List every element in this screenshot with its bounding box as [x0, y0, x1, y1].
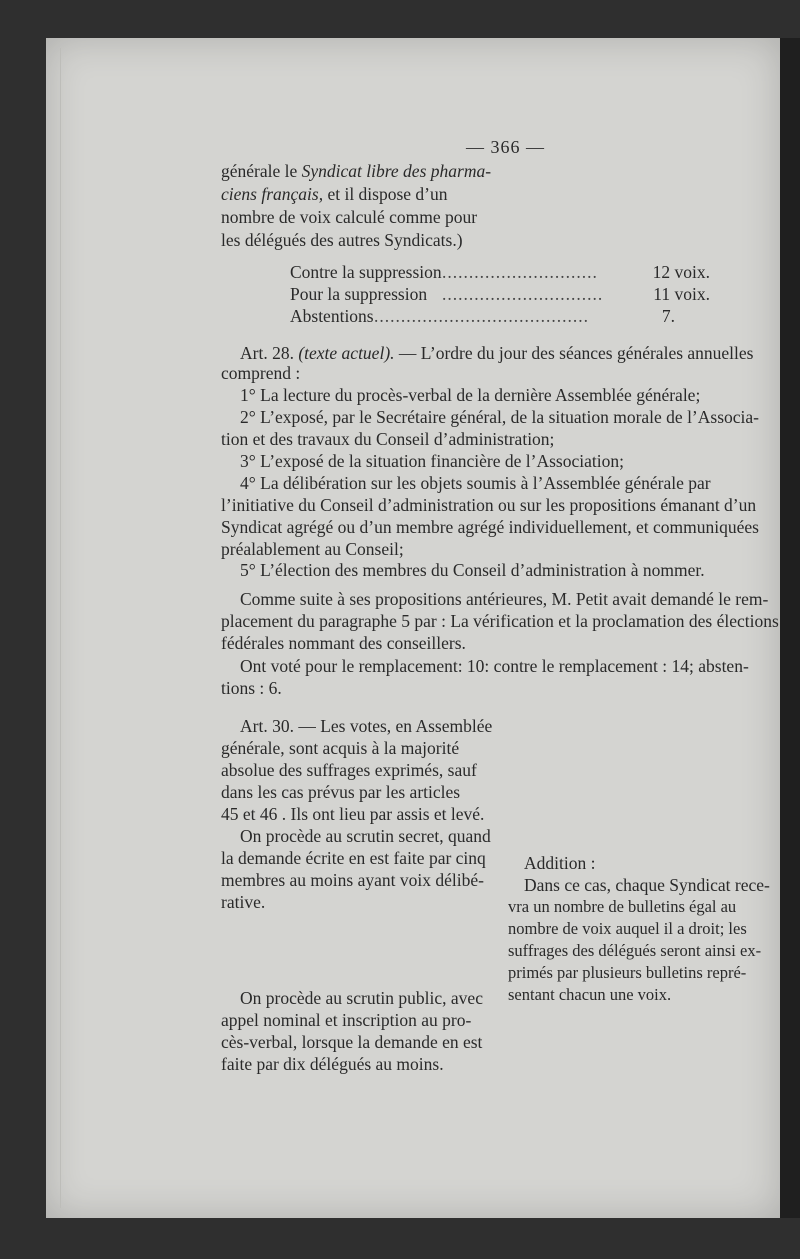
- intro-line-2: ciens français, et il dispose d’un: [221, 184, 448, 204]
- vote-row-abstentions: Abstentions ........................................ 7.: [290, 306, 675, 326]
- addition-line-2: vra un nombre de bulletins égal au: [508, 897, 737, 916]
- intro-line-3: nombre de voix calculé comme pour: [221, 207, 478, 227]
- addition-line-3: nombre de voix auquel il a droit; les: [508, 919, 747, 938]
- addition-line-5: primés par plusieurs bulletins repré-: [508, 963, 747, 982]
- art30-line-8: membres au moins ayant voix délibé-: [221, 870, 484, 890]
- suite-line-4: Ont voté pour le remplacement: 10: contre le remplacement : 14; absten-: [240, 656, 749, 676]
- suite-line-3: fédérales nommant des conseillers.: [221, 633, 466, 653]
- art30-line-1: Art. 30. — Les votes, en Assemblée: [240, 716, 493, 736]
- art28-item-1: 1° La lecture du procès-verbal de la dernière Assemblée générale;: [240, 385, 701, 405]
- art28-heading: Art. 28. (texte actuel). — L’ordre du jour des séances générales annuelles: [240, 343, 754, 363]
- addition-line-1: Dans ce cas, chaque Syndicat rece-: [524, 875, 770, 895]
- art30-line-2: générale, sont acquis à la majorité: [221, 738, 460, 758]
- suite-line-1: Comme suite à ses propositions antérieures, M. Petit avait demandé le rem-: [240, 589, 769, 609]
- art30-line-5: 45 et 46 . Ils ont lieu par assis et levé.: [221, 804, 485, 824]
- intro-line-4: les délégués des autres Syndicats.): [221, 230, 463, 250]
- art30-line-10: On procède au scrutin public, avec: [240, 988, 483, 1008]
- page-edge-line: [60, 48, 61, 1208]
- vote-row-contre: Contre la suppression ............................. 12 voix.: [290, 262, 710, 282]
- art30-line-7: la demande écrite en est faite par cinq: [221, 848, 486, 868]
- suite-line-5: tions : 6.: [221, 678, 282, 698]
- addition-line-4: suffrages des délégués seront ainsi ex-: [508, 941, 762, 960]
- art30-line-12: cès-verbal, lorsque la demande en est: [221, 1032, 483, 1052]
- art30-line-9: rative.: [221, 892, 266, 912]
- art30-line-11: appel nominal et inscription au pro-: [221, 1010, 472, 1030]
- art28-item-4a: 4° La délibération sur les objets soumis à l’Assemblée générale par: [240, 473, 711, 493]
- art28-item-5: 5° L’élection des membres du Conseil d’administration à nommer.: [240, 560, 705, 580]
- art30-line-13: faite par dix délégués au moins.: [221, 1054, 444, 1074]
- art28-item-4d: préalablement au Conseil;: [221, 539, 404, 559]
- scan-border: [780, 38, 800, 1218]
- art30-line-6: On procède au scrutin secret, quand: [240, 826, 491, 846]
- art28-item-2a: 2° L’exposé, par le Secrétaire général, de la situation morale de l’Associa-: [240, 407, 759, 427]
- intro-line-1: générale le Syndicat libre des pharma-: [221, 161, 492, 181]
- art28-item-4c: Syndicat agrégé ou d’un membre agrégé individuellement, et communiquées: [221, 517, 759, 537]
- vote-results: [290, 261, 710, 327]
- art28-line-2: comprend :: [221, 363, 301, 383]
- art30-line-4: dans les cas prévus par les articles: [221, 782, 461, 802]
- suite-line-2: placement du paragraphe 5 par : La vérification et la proclamation des élections: [221, 611, 779, 631]
- vote-row-pour: Pour la suppression .............................. 11 voix.: [290, 284, 710, 304]
- addition-title: Addition :: [524, 853, 596, 873]
- art28-item-3: 3° L’exposé de la situation financière de l’Association;: [240, 451, 624, 471]
- addition-line-6: sentant chacun une voix.: [508, 985, 672, 1004]
- art28-item-4b: l’initiative du Conseil d’administration ou sur les propositions émanant d’un: [221, 495, 757, 515]
- art30-line-3: absolue des suffrages exprimés, sauf: [221, 760, 477, 780]
- page-number: — 366 —: [466, 137, 545, 157]
- art28-item-2b: tion et des travaux du Conseil d’administration;: [221, 429, 555, 449]
